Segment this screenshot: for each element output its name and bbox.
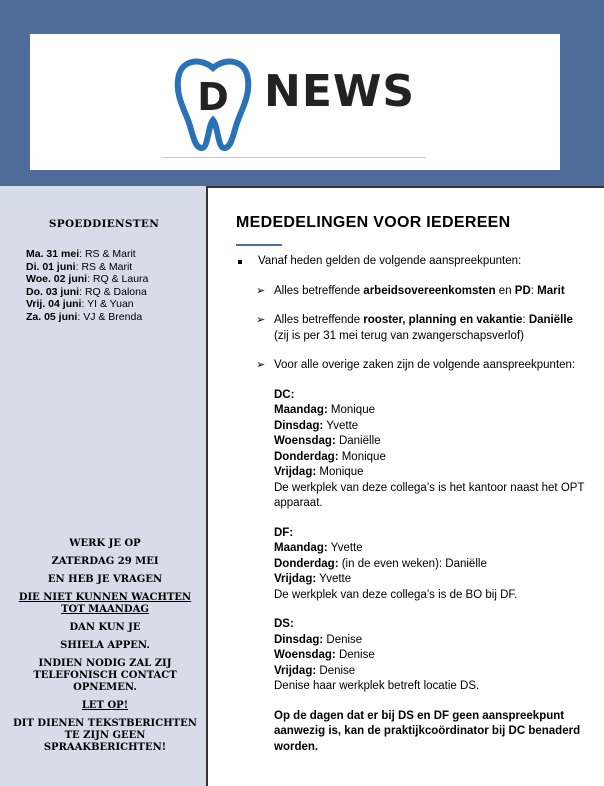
list-item: Za. 05 juni: VJ & Brenda (26, 310, 143, 323)
schedule-person: Denise (323, 633, 363, 646)
intro-text: Vanaf heden gelden de volgende aanspreekpunten: (258, 255, 522, 267)
on-call-day: Do. 03 juni (26, 285, 80, 298)
item-bold: Marit (537, 284, 565, 297)
item-text: en (495, 284, 515, 297)
on-call-day: Za. 05 juni (26, 310, 78, 323)
on-call-staff: VJ & Brenda (83, 310, 143, 323)
schedule-day: Maandag: (274, 404, 328, 416)
notice-line: INDIEN NODIG ZAL ZIJ TELEFONISCH CONTACT OPNEMEN. (33, 658, 177, 693)
item-bold: PD (514, 284, 531, 297)
notice-warning: LET OP! (81, 700, 129, 711)
schedule-day: Woensdag: (274, 435, 336, 447)
on-call-day: Di. 01 juni (26, 260, 76, 273)
location-heading: DF: (274, 526, 294, 539)
weekend-notice (10, 538, 200, 760)
schedule-person: Daniëlle (335, 435, 381, 447)
arrow-icon: ➢ (256, 284, 266, 297)
list-item (236, 358, 586, 374)
bullet-icon (238, 260, 242, 264)
notice-line: EN HEB JE VRAGEN (47, 574, 163, 585)
schedule-row (274, 664, 586, 680)
list-item: Woe. 02 juni: RQ & Laura (26, 273, 149, 285)
notice-line: WERK JE OP (69, 538, 141, 549)
schedule-day: Vrijdag: (274, 573, 317, 585)
logo-frame (30, 34, 560, 170)
location-df (236, 526, 586, 604)
item-text: : (530, 284, 538, 297)
location-heading: DS: (274, 618, 294, 630)
tooth-icon (172, 54, 254, 152)
item-bold: Daniëlle (528, 314, 573, 326)
on-call-staff: RQ & Dalona (84, 285, 147, 298)
schedule-day: Dinsdag: (274, 633, 324, 646)
item-bold: arbeidsovereenkomsten (363, 284, 496, 297)
on-call-list (26, 248, 148, 323)
location-dc (236, 388, 586, 512)
sidebar-title: SPOEDDIENSTEN (48, 218, 160, 230)
location-ds (236, 617, 586, 695)
page-title: MEDEDELINGEN VOOR IEDEREEN (236, 214, 511, 231)
schedule-row (274, 465, 586, 481)
schedule-person: Yvette (323, 419, 359, 432)
schedule-row (274, 434, 586, 450)
schedule-day: Woensdag: (274, 649, 336, 661)
list-item (236, 284, 586, 300)
schedule-day: Vrijdag: (274, 664, 317, 677)
main-content (236, 212, 586, 755)
notice-line: ZATERDAG 29 MEI (51, 556, 159, 567)
schedule-day: Donderdag: (274, 557, 339, 570)
logo (162, 48, 426, 158)
list-item: Di. 01 juni: RS & Marit (26, 260, 133, 273)
notice-line: DAN KUN JE (69, 622, 141, 633)
schedule-day: Donderdag: (274, 450, 339, 463)
workplace-note: De werkplek van deze collega’s is het kantoor naast het OPT apparaat. (274, 481, 585, 509)
item-text: Alles betreffende (274, 314, 364, 326)
item-text: Voor alle overige zaken zijn de volgende aanspreekpunten: (274, 359, 576, 371)
list-item: Ma. 31 mei: RS & Marit (26, 248, 136, 260)
on-call-day: Ma. 31 mei (26, 248, 80, 260)
closing-note (236, 709, 586, 756)
on-call-staff: YI & Yuan (87, 298, 134, 310)
logo-wordmark: NEWS (264, 66, 416, 117)
workplace-note: De werkplek van deze collega’s is de BO bij DF. (274, 588, 518, 601)
arrow-icon: ➢ (256, 359, 266, 371)
schedule-day: Vrijdag: (274, 466, 317, 478)
schedule-day: Dinsdag: (274, 419, 324, 432)
schedule-row (274, 648, 586, 664)
schedule-person: Monique (316, 466, 364, 478)
notice-line: SHIELA APPEN. (60, 640, 150, 651)
schedule-person: Denise (335, 649, 375, 661)
logo-letter: D (197, 75, 229, 119)
schedule-person: Yvette (316, 573, 352, 585)
header-banner (0, 0, 604, 186)
list-item: Do. 03 juni: RQ & Dalona (26, 285, 147, 298)
schedule-person: Monique (338, 450, 386, 463)
location-heading: DC: (274, 388, 295, 401)
on-call-staff: RS & Marit (81, 260, 133, 273)
schedule-row (274, 557, 586, 573)
on-call-staff: RQ & Laura (92, 273, 149, 285)
arrow-icon: ➢ (256, 314, 266, 326)
closing-text: Op de dagen dat er bij DS en DF geen aanspreekpunt aanwezig is, kan de praktijkcoördinator bij DC benaderd worden. (274, 709, 581, 753)
schedule-day: Maandag: (274, 542, 328, 554)
list-item: Vrij. 04 juni: YI & Yuan (26, 298, 134, 310)
workplace-note: Denise haar werkplek betreft locatie DS. (274, 680, 480, 692)
schedule-person: Monique (327, 404, 375, 416)
schedule-person: Denise (316, 664, 356, 677)
item-text: Alles betreffende (274, 284, 364, 297)
schedule-person: Yvette (327, 542, 363, 554)
item-note: (zij is per 31 mei terug van zwangerschapsverlof) (274, 329, 524, 342)
schedule-row (274, 403, 586, 419)
schedule-row (274, 633, 586, 649)
schedule-row (274, 572, 586, 588)
on-call-day: Woe. 02 juni (26, 273, 88, 285)
schedule-row (274, 419, 586, 435)
item-bold: rooster, planning en vakantie (363, 314, 523, 326)
item-text: : (522, 314, 529, 326)
on-call-day: Vrij. 04 juni (26, 298, 82, 310)
notice-line: DIE NIET KUNNEN WACHTEN TOT MAANDAG (18, 592, 192, 615)
schedule-row (274, 450, 586, 466)
on-call-staff: RS & Marit (84, 248, 136, 260)
title-rule (236, 244, 282, 246)
schedule-person: (in de even weken): Daniëlle (338, 557, 487, 570)
schedule-row (274, 541, 586, 557)
list-item (236, 313, 586, 344)
intro-bullet (236, 254, 586, 270)
notice-line: DIT DIENEN TEKSTBERICHTEN TE ZIJN GEEN SPRAAKBERICHTEN! (13, 718, 197, 753)
